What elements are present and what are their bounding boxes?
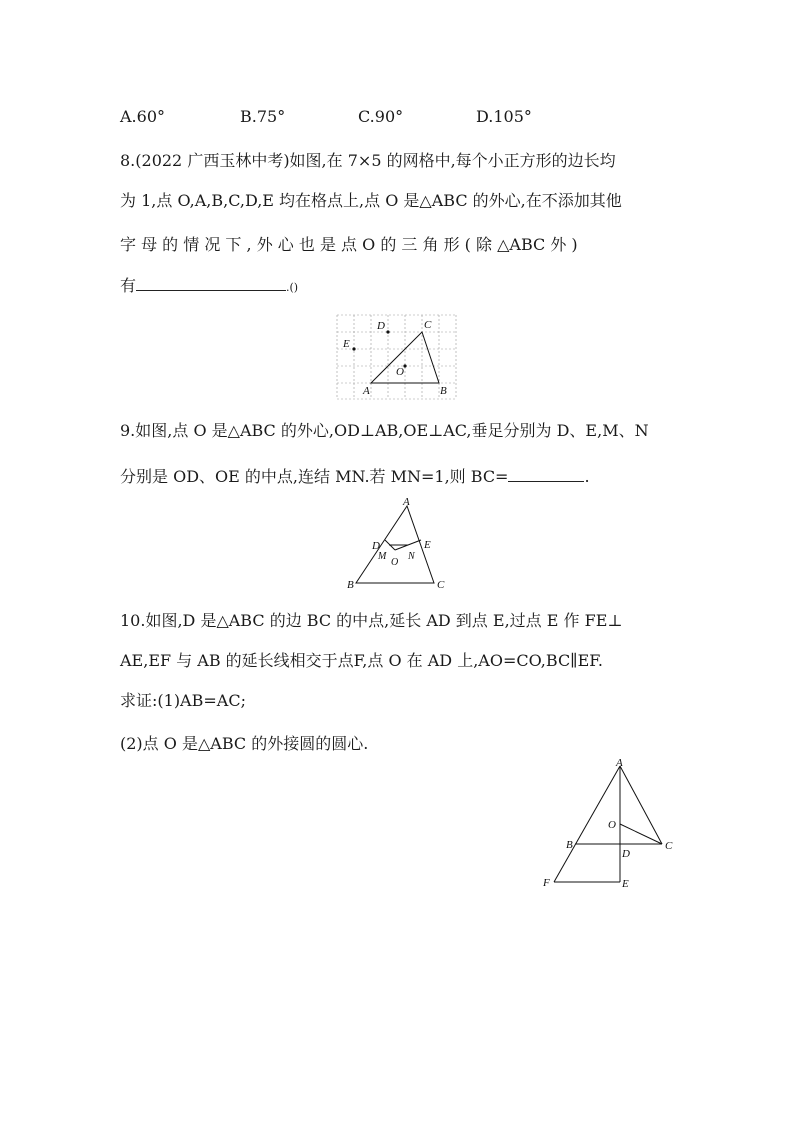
label-n: N: [408, 551, 415, 562]
q10-line-2: AE,EF 与 AB 的延长线相交于点F,点 O 在 AD 上,AO=CO,BC∥EF.: [120, 651, 603, 670]
label-f: F: [543, 877, 550, 889]
label-e: E: [343, 338, 350, 350]
q9-triangle-figure: [344, 495, 450, 593]
point-d: [386, 330, 389, 333]
label-o: O: [391, 557, 399, 568]
q8-answer-blank[interactable]: [136, 274, 286, 291]
label-e: E: [424, 539, 431, 551]
label-o: O: [608, 819, 616, 831]
label-d: D: [622, 848, 630, 860]
label-b: B: [440, 385, 447, 397]
q10-line-3: 求证:(1)AB=AC;: [120, 691, 246, 710]
point-e: [352, 347, 355, 350]
label-o: O: [396, 366, 404, 378]
label-m: M: [378, 551, 387, 562]
q9-suffix: .: [584, 467, 590, 486]
option-d: D.105°: [476, 107, 532, 126]
q10-line-1: 10.如图,D 是△ABC 的边 BC 的中点,延长 AD 到点 E,过点 E 作 FE⊥: [120, 611, 623, 630]
option-c: C.90°: [358, 107, 404, 126]
line-ac: [620, 766, 662, 844]
q9-answer-blank[interactable]: [508, 465, 584, 482]
option-a: A.60°: [120, 107, 165, 126]
q8-line-2: 为 1,点 O,A,B,C,D,E 均在格点上,点 O 是△ABC 的外心,在不添加其他: [120, 191, 622, 210]
q8-answer-prefix: 有: [120, 276, 137, 295]
q8-line-1: 8.(2022 广西玉林中考)如图,在 7×5 的网格中,每个小正方形的边长均: [120, 151, 616, 170]
label-b: B: [347, 579, 354, 591]
option-b: B.75°: [240, 107, 286, 126]
line-oc: [620, 824, 662, 844]
q8-grid-figure: [335, 313, 459, 401]
label-a: A: [363, 385, 370, 397]
q9-text: 分别是 OD、OE 的中点,连结 MN.若 MN=1,则 BC=: [120, 467, 509, 486]
label-b: B: [566, 839, 573, 851]
q8-line-4: [120, 274, 298, 299]
q9-line-1: 9.如图,点 O 是△ABC 的外心,OD⊥AB,OE⊥AC,垂足分别为 D、E,M、N: [120, 421, 649, 440]
q8-answer-suffix: .(): [286, 281, 299, 294]
label-a: A: [616, 758, 623, 769]
label-d: D: [372, 540, 380, 552]
q8-line-3: 字 母 的 情 况 下 , 外 心 也 是 点 O 的 三 角 形 ( 除 △ABC 外 ): [120, 235, 578, 254]
q10-triangle-figure: [540, 758, 680, 892]
label-c: C: [424, 319, 432, 331]
q10-line-4: (2)点 O 是△ABC 的外接圆的圆心.: [120, 734, 369, 753]
label-e: E: [622, 878, 629, 890]
label-a: A: [403, 496, 410, 508]
label-c: C: [437, 579, 445, 591]
q9-line-2: [120, 465, 590, 488]
label-c: C: [665, 840, 673, 852]
label-d: D: [377, 320, 385, 332]
